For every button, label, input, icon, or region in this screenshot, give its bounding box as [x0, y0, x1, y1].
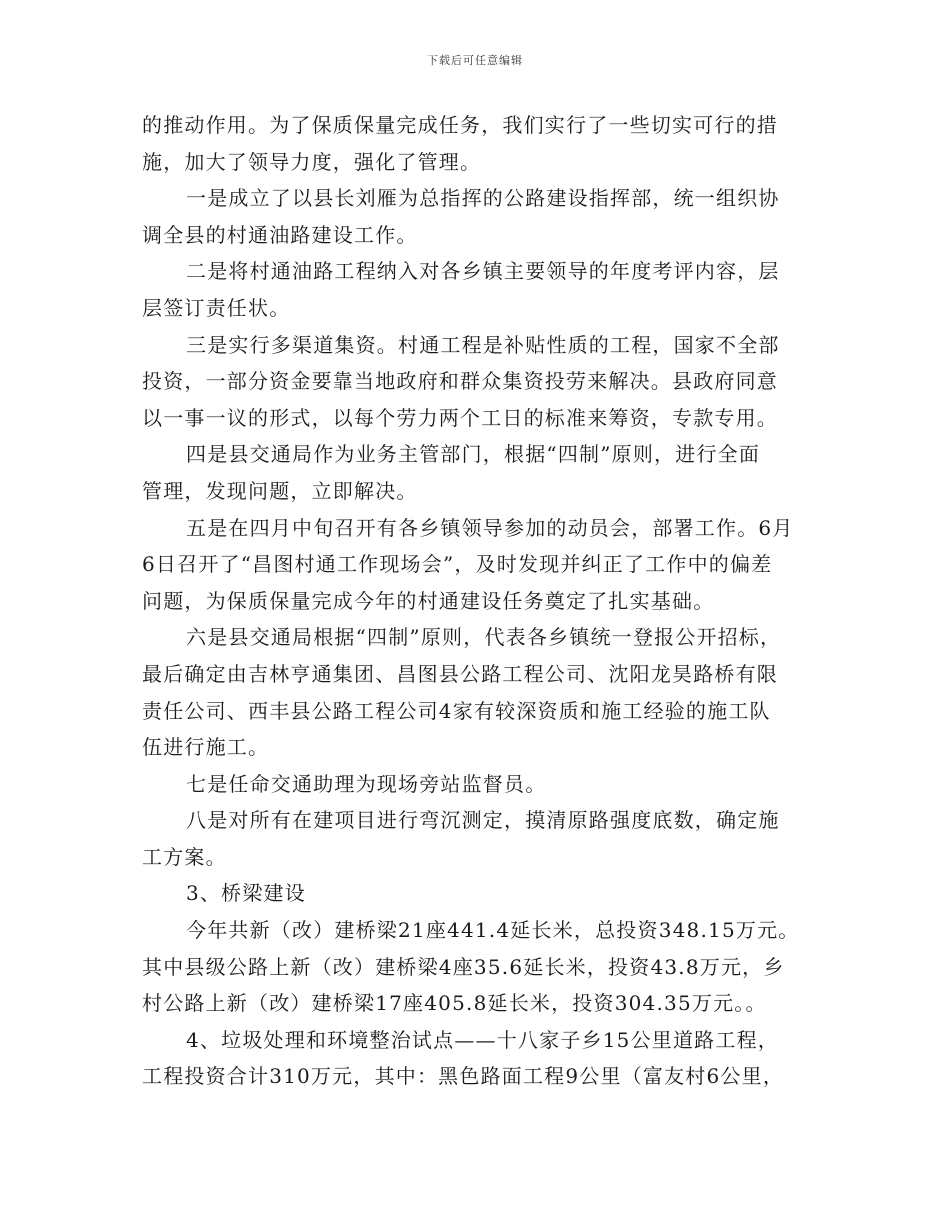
text-line: 六是县交通局根据“四制”原则，代表各乡镇统一登报公开招标， — [186, 625, 782, 650]
text-line: 今年共新（改）建桥梁21座441.4延长米，总投资348.15万元。 — [186, 918, 800, 943]
text-line: 八是对所有在建项目进行弯沉测定，摸清原路强度底数，确定施 — [186, 808, 780, 833]
document-body — [142, 107, 802, 1095]
text-line: 4、垃圾处理和环境整治试点——十八家子乡15公里道路工程， — [186, 1027, 779, 1052]
text-line: 6日召开了“昌图村通工作现场会”，及时发现并纠正了工作中的偏差 — [142, 552, 773, 577]
text-line: 工方案。 — [142, 844, 227, 869]
text-line: 投资，一部分资金要靠当地政府和群众集资投劳来解决。县政府同意 — [142, 369, 778, 394]
text-line: 一是成立了以县长刘雁为总指挥的公路建设指挥部，统一组织协 — [186, 186, 780, 211]
text-line: 3、桥梁建设 — [186, 881, 306, 906]
text-line: 三是实行多渠道集资。村通工程是补贴性质的工程，国家不全部 — [186, 332, 780, 357]
text-line: 的推动作用。为了保质保量完成任务，我们实行了一些切实可行的措 — [142, 113, 778, 137]
text-line: 施，加大了领导力度，强化了管理。 — [142, 149, 482, 174]
text-line: 其中县级公路上新（改）建桥梁4座35.6延长米，投资43.8万元，乡 — [142, 954, 785, 979]
text-line: 四是县交通局作为业务主管部门，根据“四制”原则，进行全面 — [186, 442, 761, 467]
text-line: 村公路上新（改）建桥梁17座405.8延长米，投资304.35万元。。 — [142, 991, 767, 1016]
page-header: 下载后可任意编辑 — [427, 54, 523, 67]
text-line: 伍进行施工。 — [142, 735, 270, 760]
text-line: 问题，为保质保量完成今年的村通建设任务奠定了扎实基础。 — [142, 588, 715, 613]
text-line: 二是将村通油路工程纳入对各乡镇主要领导的年度考评内容，层 — [186, 259, 780, 284]
text-line: 工程投资合计310万元，其中：黑色路面工程9公里（富友村6公里， — [142, 1064, 785, 1089]
text-line: 层签订责任状。 — [142, 295, 291, 320]
text-line: 最后确定由吉林亨通集团、昌图县公路工程公司、沈阳龙昊路桥有限 — [142, 661, 778, 686]
text-line: 调全县的村通油路建设工作。 — [142, 222, 418, 247]
text-line: 责任公司、西丰县公路工程公司4家有较深资质和施工经验的施工队 — [142, 698, 771, 723]
text-line: 七是任命交通助理为现场旁站监督员。 — [186, 771, 547, 796]
text-line: 以一事一议的形式，以每个劳力两个工日的标准来筹资，专款专用。 — [142, 405, 778, 430]
text-line: 管理，发现问题，立即解决。 — [142, 478, 418, 503]
text-line: 五是在四月中旬召开有各乡镇领导参加的动员会，部署工作。6月 — [186, 515, 794, 540]
